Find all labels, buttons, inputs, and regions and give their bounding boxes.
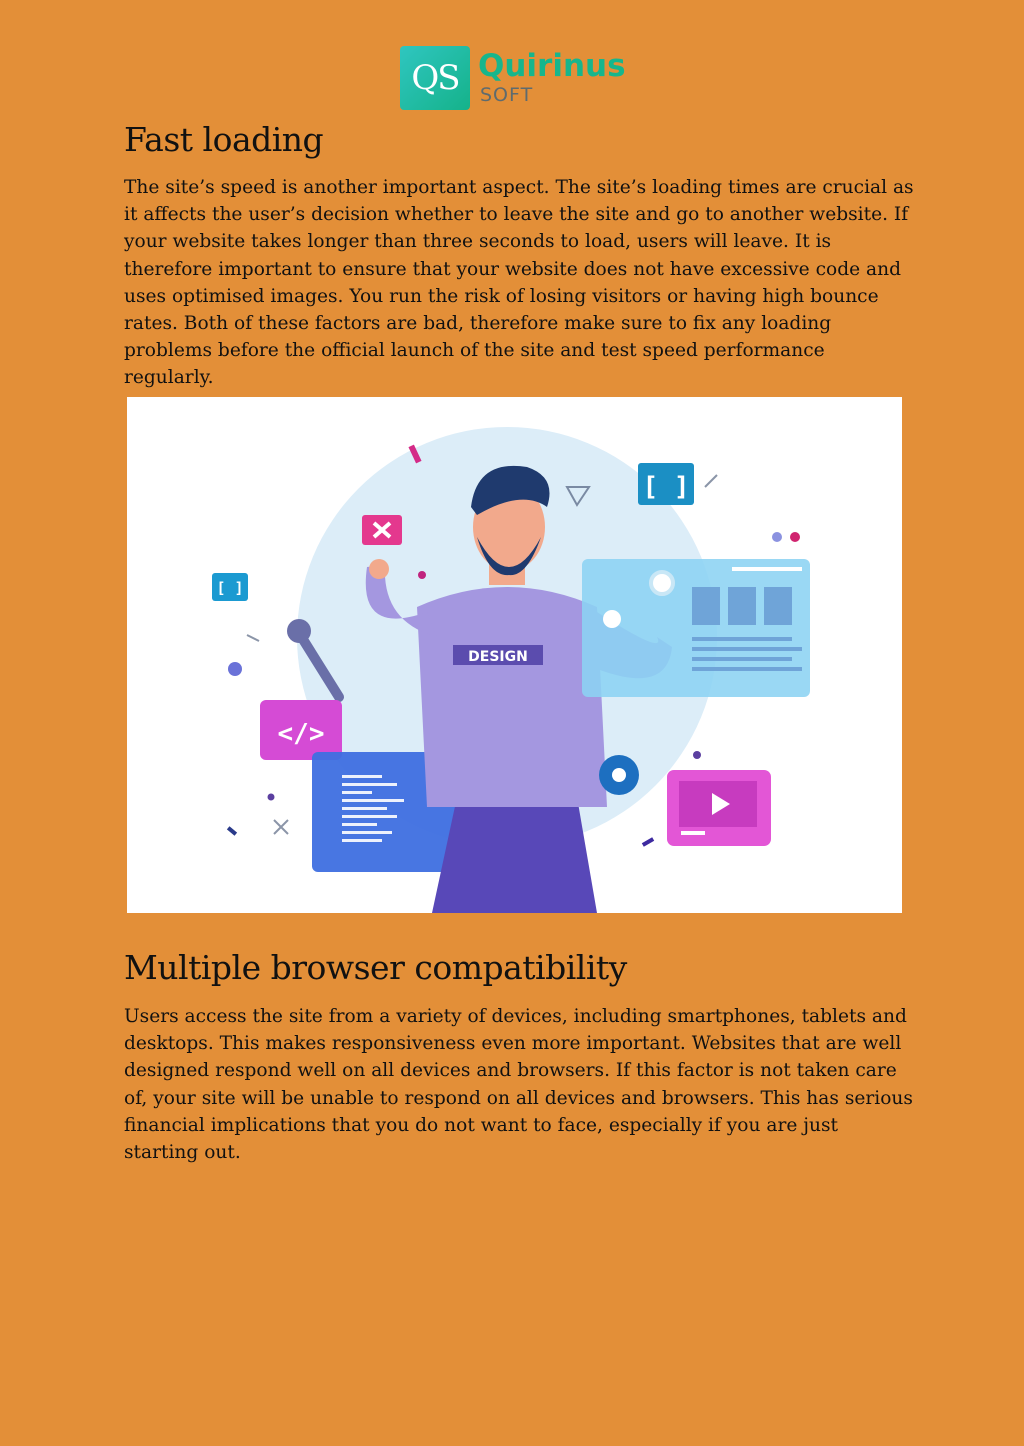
code-tag-label: </> — [277, 719, 325, 749]
person-finger — [369, 559, 389, 579]
deco-line-2 — [247, 635, 259, 641]
x-cross-icon — [274, 820, 288, 834]
person-torso — [417, 587, 607, 807]
section-body-fast-loading: The site’s speed is another important aspect. The site’s loading times are crucial as it affects the user’s decision whether to leave the site and go to another website. If your website takes longer than three seconds to load, users will leave. It is therefore important to ensure that your website does not have excessive code and uses optimised images. You run the risk of losing visitors or having high bounce rates. Both of these factors are bad, therefore make sure to fix any loading problems before the official launch of the site and test speed performance regularly. — [124, 177, 914, 389]
bracket-badge-small-label: [ ] — [216, 579, 244, 597]
bracket-badge-large-label: [ ] — [642, 472, 690, 502]
section-heading-fast-loading: Fast loading — [124, 120, 324, 159]
logo-name: Quirinus — [478, 48, 626, 84]
person-legs — [432, 797, 597, 913]
browser-node — [651, 572, 673, 594]
dot-magenta — [790, 532, 800, 542]
deco-line — [705, 475, 717, 487]
logo-subtitle: SOFT — [480, 84, 534, 106]
section-body-browser-compatibility: Users access the site from a variety of devices, including smartphones, tablets and desktops. This makes responsiveness even more important. Websites that are well designed respond well on all devices and browsers. If this factor is not taken care of, your site will be unable to respond on all devices and browsers. This has serious financial implications that you do not want to face, especially if you are just starting out. — [124, 1006, 913, 1164]
designer-illustration — [127, 397, 902, 913]
confetti-dash-2 — [642, 837, 654, 846]
logo-mark: QS — [400, 46, 470, 110]
confetti-dash — [227, 826, 237, 835]
shirt-label-text: DESIGN — [468, 649, 528, 665]
company-logo — [400, 46, 640, 112]
browser-node-2 — [603, 610, 621, 628]
section-heading-browser-compatibility: Multiple browser compatibility — [124, 948, 627, 987]
dot-blue — [228, 662, 242, 676]
dot-purple — [418, 571, 426, 579]
dot-small — [693, 751, 701, 759]
dot-small-2 — [268, 794, 275, 801]
dot-lavender — [772, 532, 782, 542]
browser-panel — [582, 559, 810, 697]
